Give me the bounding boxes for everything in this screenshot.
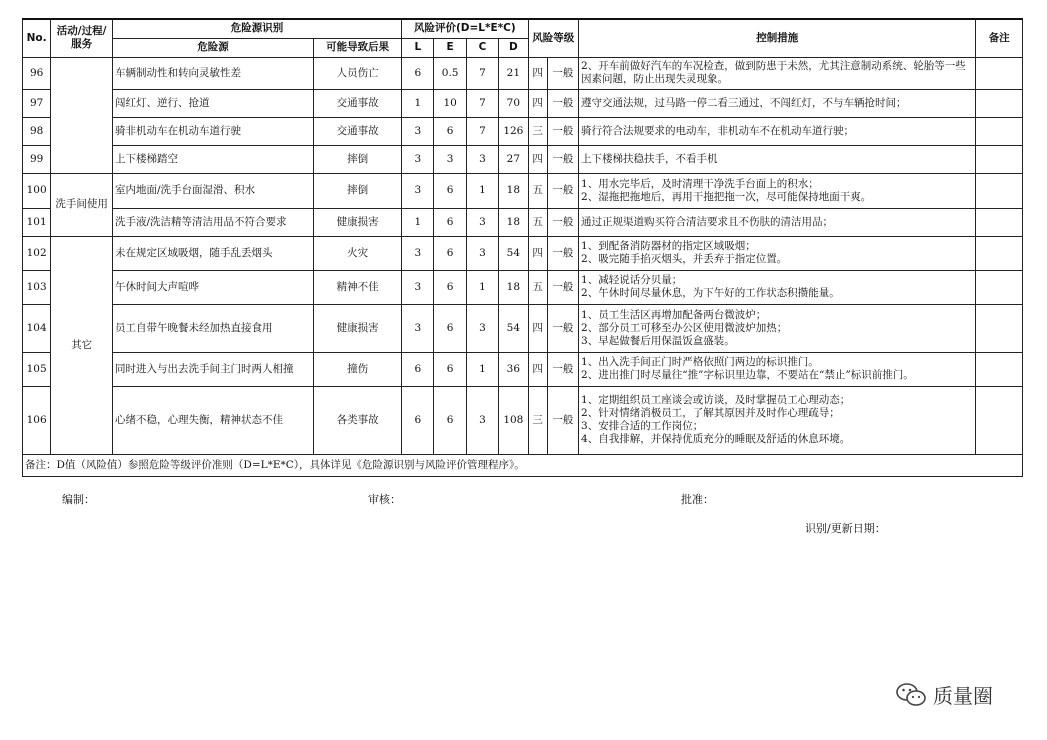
cell-L: 3 xyxy=(402,236,434,270)
cell-C: 3 xyxy=(466,145,498,173)
cell-no: 105 xyxy=(23,352,51,386)
cell-remark xyxy=(976,236,1023,270)
cell-C: 1 xyxy=(466,173,498,208)
table-row xyxy=(23,173,1023,208)
cell-consequence: 各类事故 xyxy=(314,386,402,454)
cell-consequence: 人员伤亡 xyxy=(314,57,402,89)
cell-grade: 五 xyxy=(528,270,547,304)
watermark-text: 质量圈 xyxy=(933,684,993,708)
control-line: 2、部分员工可移至办公区使用微波炉加热； xyxy=(581,321,788,334)
cell-grade: 四 xyxy=(528,89,547,117)
cell-no: 103 xyxy=(23,270,51,304)
cell-no: 97 xyxy=(23,89,51,117)
cell-L: 3 xyxy=(402,270,434,304)
control-line: 2、午休时间尽量休息，为下午好的工作状态积攒能量。 xyxy=(581,287,840,299)
cell-consequence: 精神不佳 xyxy=(314,270,402,304)
cell-C: 3 xyxy=(466,304,498,352)
cell-level: 一般 xyxy=(547,386,578,454)
cell-control xyxy=(579,352,976,386)
cell-no: 96 xyxy=(23,57,51,89)
cell-consequence: 摔倒 xyxy=(314,145,402,173)
cell-remark xyxy=(976,304,1023,352)
cell-L: 3 xyxy=(402,145,434,173)
cell-grade: 五 xyxy=(528,208,547,236)
control-line: 3、安排合适的工作岗位； xyxy=(581,420,704,432)
cell-D: 36 xyxy=(499,352,528,386)
cell-L: 3 xyxy=(402,173,434,208)
cell-E: 3 xyxy=(434,145,466,173)
reviewed-by-label: 审核： xyxy=(368,493,401,506)
cell-D: 18 xyxy=(499,270,528,304)
cell-C: 3 xyxy=(466,236,498,270)
cell-remark xyxy=(976,89,1023,117)
cell-no: 104 xyxy=(23,304,51,352)
cell-E: 6 xyxy=(434,304,466,352)
control-line: 1、到配备消防器材的指定区域吸烟； xyxy=(581,240,756,252)
cell-level: 一般 xyxy=(547,236,578,270)
cell-level: 一般 xyxy=(547,352,578,386)
cell-E: 0.5 xyxy=(434,57,466,89)
table-row xyxy=(23,270,1023,304)
control-line: 1、出入洗手间正门时严格依照门两边的标识推门。 xyxy=(581,356,819,368)
cell-no: 99 xyxy=(23,145,51,173)
cell-no: 102 xyxy=(23,236,51,270)
cell-hazard: 车辆制动性和转向灵敏性差 xyxy=(112,57,313,89)
cell-hazard: 未在规定区域吸烟，随手乱丢烟头 xyxy=(112,236,313,270)
control-line: 骑行符合法规要求的电动车，非机动车不在机动车道行驶； xyxy=(581,124,855,137)
cell-C: 1 xyxy=(466,270,498,304)
table-row xyxy=(23,117,1023,145)
update-date-label: 识别/更新日期： xyxy=(805,522,886,535)
cell-consequence: 撞伤 xyxy=(314,352,402,386)
cell-remark xyxy=(976,208,1023,236)
control-line: 通过正规渠道购买符合清洁要求且不伤肤的清洁用品； xyxy=(581,215,834,228)
cell-L: 3 xyxy=(402,117,434,145)
cell-L: 3 xyxy=(402,304,434,352)
cell-control xyxy=(579,145,976,173)
cell-remark xyxy=(976,145,1023,173)
table-note: 备注：D值（风险值）参照危险等级评价准则（D=L*E*C），具体详见《危险源识别与风险评价管理程序》。 xyxy=(23,454,1023,476)
cell-activity: 洗手间使用 xyxy=(51,173,113,236)
cell-control xyxy=(579,304,976,352)
cell-D: 54 xyxy=(499,304,528,352)
cell-level: 一般 xyxy=(547,117,578,145)
cell-level: 一般 xyxy=(547,173,578,208)
table-row xyxy=(23,304,1023,352)
cell-control xyxy=(579,386,976,454)
cell-C: 7 xyxy=(466,89,498,117)
cell-no: 100 xyxy=(23,173,51,208)
cell-L: 1 xyxy=(402,208,434,236)
risk-assessment-table xyxy=(22,18,1023,477)
header-D: D xyxy=(499,38,528,57)
cell-remark xyxy=(976,270,1023,304)
control-line: 2、湿拖把拖地后，再用干拖把拖一次，尽可能保持地面干爽。 xyxy=(581,190,872,203)
cell-D: 27 xyxy=(499,145,528,173)
cell-D: 108 xyxy=(499,386,528,454)
control-line: 4、自我排解，并保持优质充分的睡眠及舒适的休息环境。 xyxy=(581,433,851,445)
cell-D: 126 xyxy=(499,117,528,145)
table-row xyxy=(23,57,1023,89)
cell-control xyxy=(579,173,976,208)
cell-L: 6 xyxy=(402,57,434,89)
cell-D: 18 xyxy=(499,173,528,208)
cell-E: 6 xyxy=(434,386,466,454)
header-hazard: 危险源 xyxy=(112,38,313,57)
cell-level: 一般 xyxy=(547,270,578,304)
cell-grade: 四 xyxy=(528,352,547,386)
cell-level: 一般 xyxy=(547,145,578,173)
cell-remark xyxy=(976,57,1023,89)
header-control: 控制措施 xyxy=(579,19,976,57)
cell-E: 6 xyxy=(434,208,466,236)
cell-level: 一般 xyxy=(547,89,578,117)
prepared-by-label: 编制： xyxy=(62,493,95,506)
header-consequence: 可能导致后果 xyxy=(314,38,402,57)
cell-D: 54 xyxy=(499,236,528,270)
cell-E: 6 xyxy=(434,270,466,304)
header-hazard-group: 危险源识别 xyxy=(112,19,401,38)
cell-remark xyxy=(976,386,1023,454)
cell-hazard: 心绪不稳，心理失衡，精神状态不佳 xyxy=(112,386,313,454)
cell-hazard: 员工自带午晚餐未经加热直接食用 xyxy=(112,304,313,352)
wechat-icon xyxy=(895,682,927,708)
control-line: 1、用水完毕后，及时清理干净洗手台面上的积水； xyxy=(581,177,819,190)
cell-no: 98 xyxy=(23,117,51,145)
cell-L: 6 xyxy=(402,352,434,386)
table-row xyxy=(23,386,1023,454)
control-line: 上下楼梯扶稳扶手，不看手机 xyxy=(581,152,718,165)
control-line: 2、开车前做好汽车的车况检查，做到防患于未然，尤其注意制动系统、轮胎等一些因素问题，防止出现失灵现象。 xyxy=(581,60,966,85)
cell-grade: 三 xyxy=(528,117,547,145)
table-row xyxy=(23,89,1023,117)
cell-no: 101 xyxy=(23,208,51,236)
table-row xyxy=(23,352,1023,386)
control-line: 2、进出推门时尽量往“推”字标识里边靠，不要站在“禁止”标识前推门。 xyxy=(581,369,914,381)
cell-remark xyxy=(976,352,1023,386)
header-risk-eval: 风险评价(D=L*E*C) xyxy=(402,19,528,38)
cell-hazard: 上下楼梯踏空 xyxy=(112,145,313,173)
cell-hazard: 洗手液/洗洁精等清洁用品不符合要求 xyxy=(112,208,313,236)
header-activity: 活动/过程/服务 xyxy=(51,19,113,57)
cell-grade: 四 xyxy=(528,304,547,352)
cell-E: 6 xyxy=(434,236,466,270)
cell-control xyxy=(579,117,976,145)
table-row xyxy=(23,208,1023,236)
cell-E: 6 xyxy=(434,117,466,145)
control-line: 遵守交通法规，过马路一停二看三通过，不闯红灯，不与车辆抢时间； xyxy=(581,96,907,109)
cell-consequence: 摔倒 xyxy=(314,173,402,208)
cell-C: 7 xyxy=(466,117,498,145)
cell-grade: 四 xyxy=(528,236,547,270)
header-risk-level: 风险等级 xyxy=(528,19,579,57)
table-row xyxy=(23,145,1023,173)
cell-no: 106 xyxy=(23,386,51,454)
control-line: 1、员工生活区再增加配备两台微波炉； xyxy=(581,308,767,321)
control-line: 3、早起做餐后用保温饭盒盛装。 xyxy=(581,334,735,347)
approved-by-label: 批准： xyxy=(681,493,714,506)
cell-consequence: 交通事故 xyxy=(314,89,402,117)
header-no: No. xyxy=(23,19,51,57)
cell-E: 6 xyxy=(434,173,466,208)
cell-control xyxy=(579,57,976,89)
cell-control xyxy=(579,208,976,236)
cell-hazard: 午休时间大声喧哗 xyxy=(112,270,313,304)
header-C: C xyxy=(466,38,498,57)
watermark xyxy=(895,680,993,709)
cell-remark xyxy=(976,117,1023,145)
control-line: 1、减轻说话分贝量； xyxy=(581,274,683,286)
cell-level: 一般 xyxy=(547,208,578,236)
cell-level: 一般 xyxy=(547,57,578,89)
control-line: 2、针对情绪消极员工，了解其原因并及时作心理疏导； xyxy=(581,407,840,419)
cell-consequence: 交通事故 xyxy=(314,117,402,145)
cell-C: 3 xyxy=(466,208,498,236)
cell-consequence: 健康损害 xyxy=(314,208,402,236)
cell-grade: 五 xyxy=(528,173,547,208)
control-line: 1、定期组织员工座谈会或访谈，及时掌握员工心理动态； xyxy=(581,394,851,406)
cell-control xyxy=(579,270,976,304)
control-line: 2、吸完随手掐灭烟头，并丢弃于指定位置。 xyxy=(581,253,788,265)
header-L: L xyxy=(402,38,434,57)
cell-D: 21 xyxy=(499,57,528,89)
cell-grade: 四 xyxy=(528,57,547,89)
header-remark: 备注 xyxy=(976,19,1023,57)
cell-D: 18 xyxy=(499,208,528,236)
cell-E: 6 xyxy=(434,352,466,386)
cell-C: 1 xyxy=(466,352,498,386)
cell-C: 3 xyxy=(466,386,498,454)
cell-hazard: 同时进入与出去洗手间主门时两人相撞 xyxy=(112,352,313,386)
cell-L: 1 xyxy=(402,89,434,117)
cell-grade: 四 xyxy=(528,145,547,173)
cell-activity xyxy=(51,57,113,173)
cell-activity: 其它 xyxy=(51,236,113,454)
cell-hazard: 闯红灯、逆行、抢道 xyxy=(112,89,313,117)
cell-grade: 三 xyxy=(528,386,547,454)
table-row xyxy=(23,236,1023,270)
header-E: E xyxy=(434,38,466,57)
cell-D: 70 xyxy=(499,89,528,117)
cell-hazard: 骑非机动车在机动车道行驶 xyxy=(112,117,313,145)
cell-C: 7 xyxy=(466,57,498,89)
cell-level: 一般 xyxy=(547,304,578,352)
cell-hazard: 室内地面/洗手台面湿滑、积水 xyxy=(112,173,313,208)
cell-control xyxy=(579,236,976,270)
cell-consequence: 健康损害 xyxy=(314,304,402,352)
cell-control xyxy=(579,89,976,117)
cell-remark xyxy=(976,173,1023,208)
cell-consequence: 火灾 xyxy=(314,236,402,270)
cell-L: 6 xyxy=(402,386,434,454)
cell-E: 10 xyxy=(434,89,466,117)
